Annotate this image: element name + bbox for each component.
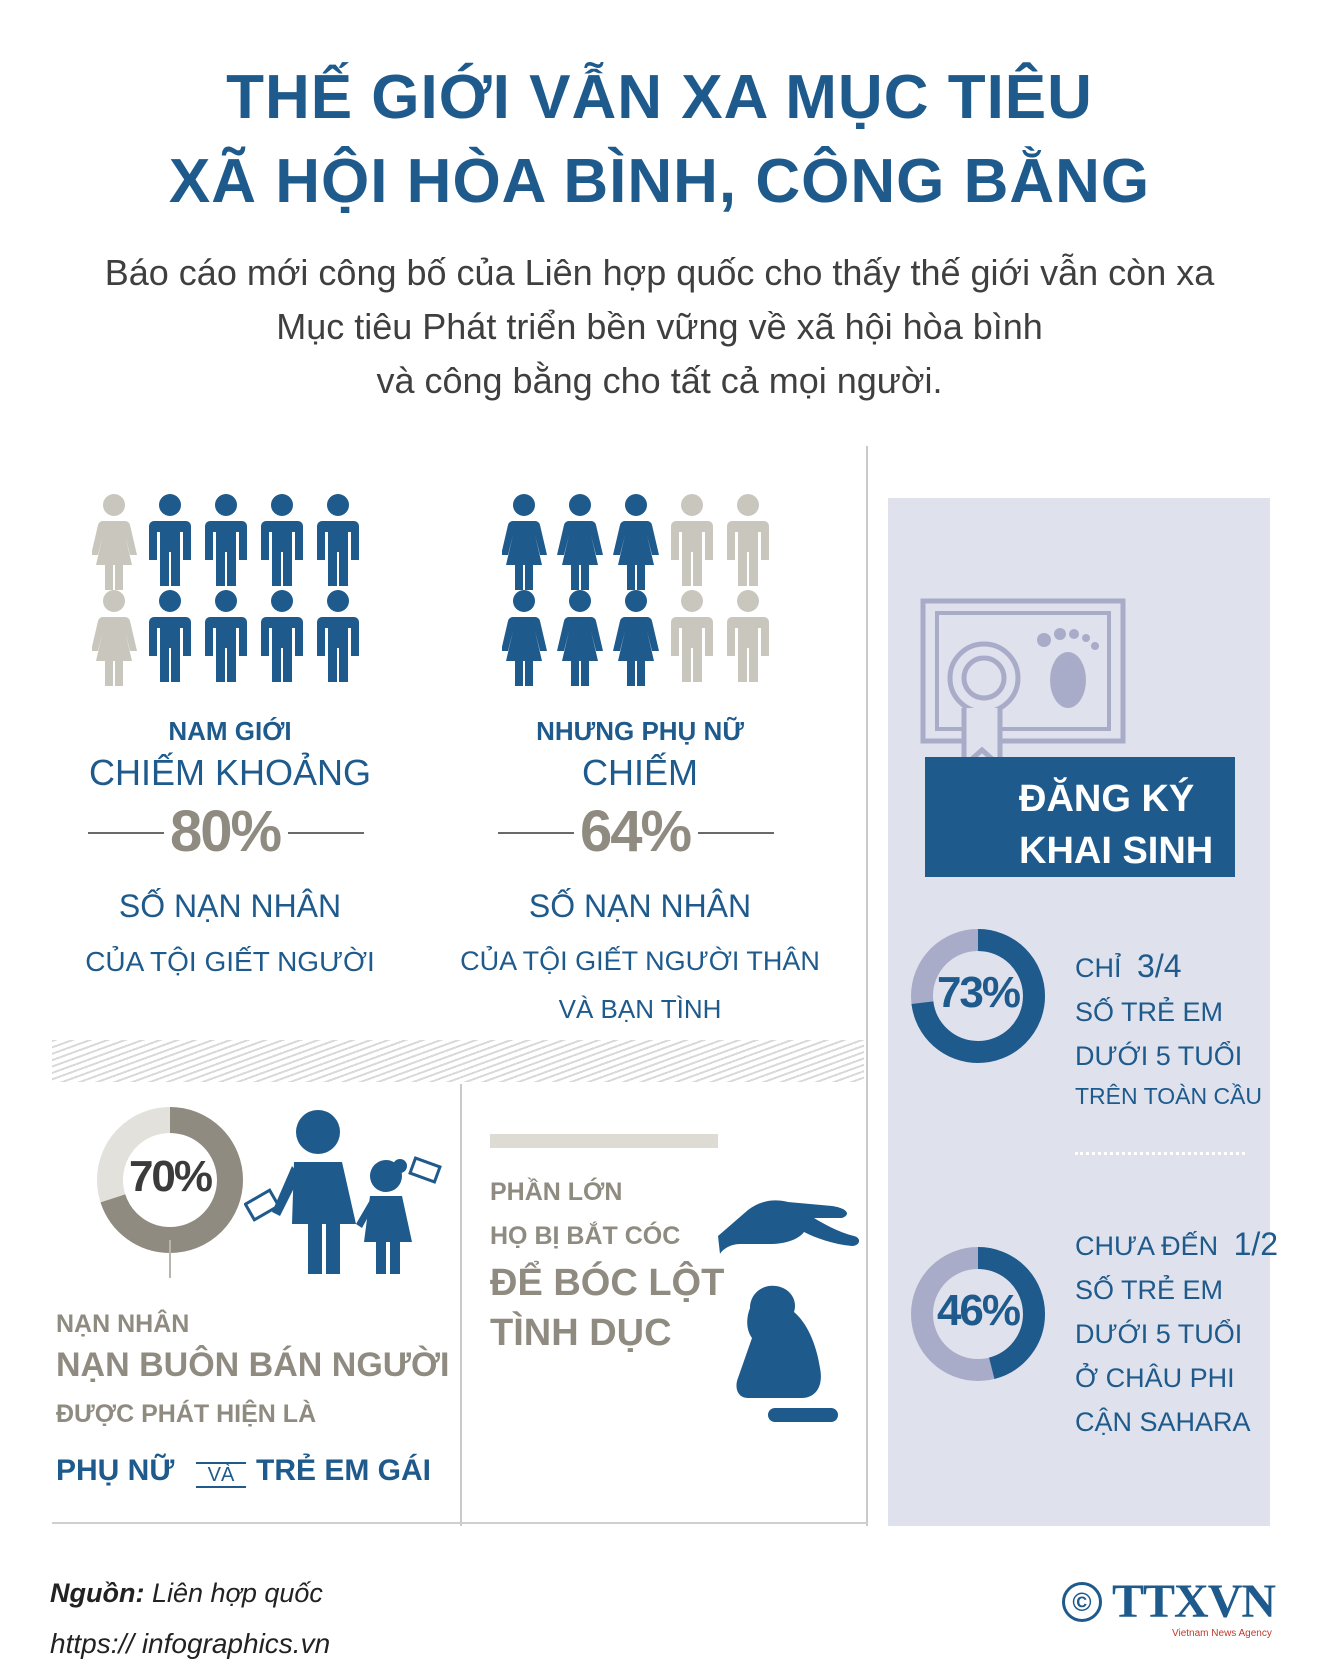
hand-and-child-illustration bbox=[716, 1196, 866, 1456]
global-line2: SỐ TRẺ EM bbox=[1075, 997, 1224, 1027]
exploitation-line3: ĐỂ BÓC LỘT bbox=[490, 1262, 725, 1304]
man-icon bbox=[149, 494, 191, 586]
ttxvn-logo-sub: Vietnam News Agency bbox=[1172, 1628, 1272, 1639]
man-icon bbox=[727, 590, 769, 682]
man-icon bbox=[317, 590, 359, 682]
africa-line4: Ở CHÂU PHI bbox=[1075, 1363, 1235, 1393]
woman-icon bbox=[557, 590, 603, 686]
trafficking-percent: 70% bbox=[128, 1152, 212, 1201]
woman-and-girl-illustration bbox=[244, 1110, 444, 1280]
exploitation-line1: PHẦN LỚN bbox=[490, 1178, 623, 1206]
man-icon bbox=[261, 494, 303, 586]
column-divider bbox=[866, 446, 868, 1526]
exploitation-line4: TÌNH DỤC bbox=[490, 1312, 672, 1354]
africa-line2: SỐ TRẺ EM bbox=[1075, 1275, 1224, 1305]
woman-icon bbox=[613, 590, 659, 686]
source-value: Liên hợp quốc bbox=[151, 1578, 323, 1608]
women-rule-right bbox=[698, 832, 774, 834]
man-icon bbox=[261, 590, 303, 682]
women-label-bottom2: CỦA TỘI GIẾT NGƯỜI THÂN bbox=[460, 946, 820, 976]
trafficking-line1: NẠN NHÂN bbox=[56, 1310, 190, 1338]
man-icon bbox=[671, 494, 713, 586]
source-line bbox=[50, 1578, 323, 1609]
global-line4: TRÊN TOÀN CẦU bbox=[1075, 1083, 1263, 1109]
man-icon bbox=[317, 494, 359, 586]
source-url[interactable]: https:// infographics.vn bbox=[50, 1628, 331, 1659]
page-title-line1: THẾ GIỚI VẪN XA MỤC TIÊU bbox=[226, 63, 1093, 132]
man-icon bbox=[727, 494, 769, 586]
trafficking-group1: PHỤ NỮ bbox=[56, 1454, 175, 1487]
women-percent: 64% bbox=[579, 799, 691, 864]
panel-dotted-separator bbox=[1075, 1152, 1245, 1155]
africa-line3: DƯỚI 5 TUỔI bbox=[1075, 1319, 1243, 1349]
intro-line3: và công bằng cho tất cả mọi người. bbox=[376, 360, 943, 401]
man-icon bbox=[205, 590, 247, 682]
global-line1 bbox=[1075, 944, 1182, 990]
trafficking-conj: VÀ bbox=[196, 1462, 246, 1488]
men-label-top: NAM GIỚI bbox=[168, 716, 292, 746]
woman-icon bbox=[557, 494, 603, 590]
women-icon-grid bbox=[502, 494, 782, 686]
global-line1-text: CHỈ bbox=[1075, 953, 1122, 983]
trafficking-line2: NẠN BUÔN BÁN NGƯỜI bbox=[56, 1346, 450, 1384]
intro-line2: Mục tiêu Phát triển bền vững về xã hội hòa bình bbox=[276, 306, 1043, 347]
man-icon bbox=[671, 590, 713, 682]
men-icon-grid bbox=[92, 494, 372, 686]
women-label-bottom1: SỐ NẠN NHÂN bbox=[528, 888, 752, 924]
striped-separator bbox=[52, 1040, 864, 1082]
men-label-mid: CHIẾM KHOẢNG bbox=[88, 752, 372, 793]
men-percent: 80% bbox=[169, 799, 281, 864]
bottom-rule bbox=[52, 1522, 868, 1524]
africa-percent: 46% bbox=[936, 1286, 1020, 1335]
global-line3: DƯỚI 5 TUỔI bbox=[1075, 1041, 1243, 1071]
woman-icon bbox=[613, 494, 659, 590]
men-label-bottom2: CỦA TỘI GIẾT NGƯỜI bbox=[85, 946, 375, 977]
man-icon bbox=[149, 590, 191, 682]
intro-line1: Báo cáo mới công bố của Liên hợp quốc cho thấy thế giới vẫn còn xa bbox=[104, 252, 1215, 293]
woman-icon bbox=[92, 494, 137, 590]
birth-registration-heading1: ĐĂNG KÝ bbox=[1019, 778, 1195, 820]
exploitation-line2: HỌ BỊ BẮT CÓC bbox=[490, 1222, 681, 1250]
birth-registration-heading2: KHAI SINH bbox=[1019, 830, 1214, 872]
trafficking-line3: ĐƯỢC PHÁT HIỆN LÀ bbox=[56, 1400, 317, 1428]
global-percent: 73% bbox=[936, 968, 1020, 1017]
africa-line1 bbox=[1075, 1222, 1278, 1268]
trafficking-group2: TRẺ EM GÁI bbox=[256, 1454, 432, 1487]
men-rule-left bbox=[88, 832, 164, 834]
women-rule-left bbox=[498, 832, 574, 834]
africa-line1-text: CHƯA ĐẾN bbox=[1075, 1231, 1219, 1261]
source-label: Nguồn: bbox=[50, 1578, 145, 1608]
men-label-bottom1: SỐ NẠN NHÂN bbox=[118, 888, 342, 924]
women-label-bottom3: VÀ BẠN TÌNH bbox=[558, 994, 722, 1024]
global-fraction: 3/4 bbox=[1137, 948, 1182, 984]
woman-icon bbox=[502, 590, 547, 686]
copyright-icon: © bbox=[1062, 1582, 1102, 1622]
woman-icon bbox=[92, 590, 137, 686]
woman-icon bbox=[502, 494, 547, 590]
page-title-line2: XÃ HỘI HÒA BÌNH, CÔNG BẰNG bbox=[168, 147, 1151, 216]
women-label-mid: CHIẾM bbox=[582, 752, 698, 793]
men-rule-right bbox=[288, 832, 364, 834]
ttxvn-logo: TTXVN bbox=[1112, 1575, 1276, 1628]
africa-fraction: 1/2 bbox=[1233, 1226, 1279, 1262]
exploitation-bar bbox=[490, 1134, 718, 1148]
africa-line5: CẬN SAHARA bbox=[1075, 1407, 1251, 1437]
man-icon bbox=[205, 494, 247, 586]
birth-registration-heading bbox=[925, 757, 1235, 877]
women-label-top: NHƯNG PHỤ NỮ bbox=[536, 716, 744, 746]
lower-divider bbox=[460, 1084, 462, 1526]
